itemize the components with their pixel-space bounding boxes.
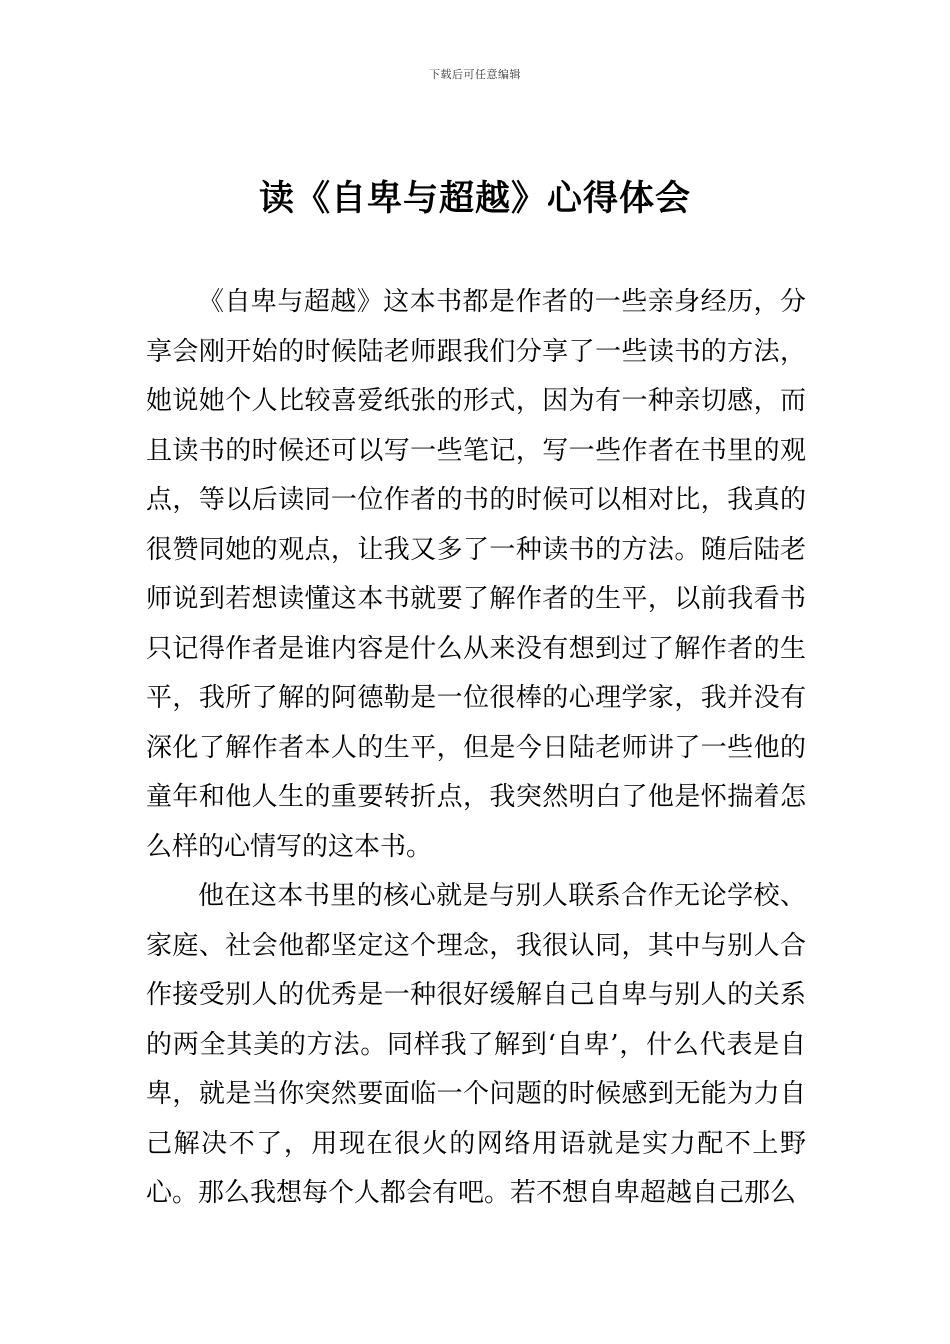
header-note: 下载后可任意编辑 <box>429 68 521 81</box>
document-body <box>146 278 806 1219</box>
paragraph-1: 《自卑与超越》这本书都是作者的一些亲身经历，分享会刚开始的时候陆老师跟我们分享了一些读书的方法，她说她个人比较喜爱纸张的形式，因为有一种亲切感，而且读书的时候还可以写一些笔记，写一些作者在书里的观点，等以后读同一位作者的书的时候可以相对比，我真的很赞同她的观点，让我又多了一种读书的方法。随后陆老师说到若想读懂这本书就要了解作者的生平，以前我看书只记得作者是谁内容是什么从来没有想到过了解作者的生平，我所了解的阿德勒是一位很棒的心理学家，我并没有深化了解作者本人的生平，但是今日陆老师讲了一些他的童年和他人生的重要转折点，我突然明白了他是怀揣着怎么样的心情写的这本书。 <box>146 287 806 862</box>
paragraph-2: 他在这本书里的核心就是与别人联系合作无论学校、家庭、社会他都坚定这个理念，我很认同，其中与别人合作接受别人的优秀是一种很好缓解自己自卑与别人的关系的两全其美的方法。同样我了解到‘自卑’，什么代表是自卑，就是当你突然要面临一个问题的时候感到无能为力自己解决不了，用现在很火的网络用语就是实力配不上野心。那么我想每个人都会有吧。若不想自卑超越自己那么 <box>146 881 806 1208</box>
document-title: 读《自卑与超越》心得体会 <box>258 179 691 219</box>
